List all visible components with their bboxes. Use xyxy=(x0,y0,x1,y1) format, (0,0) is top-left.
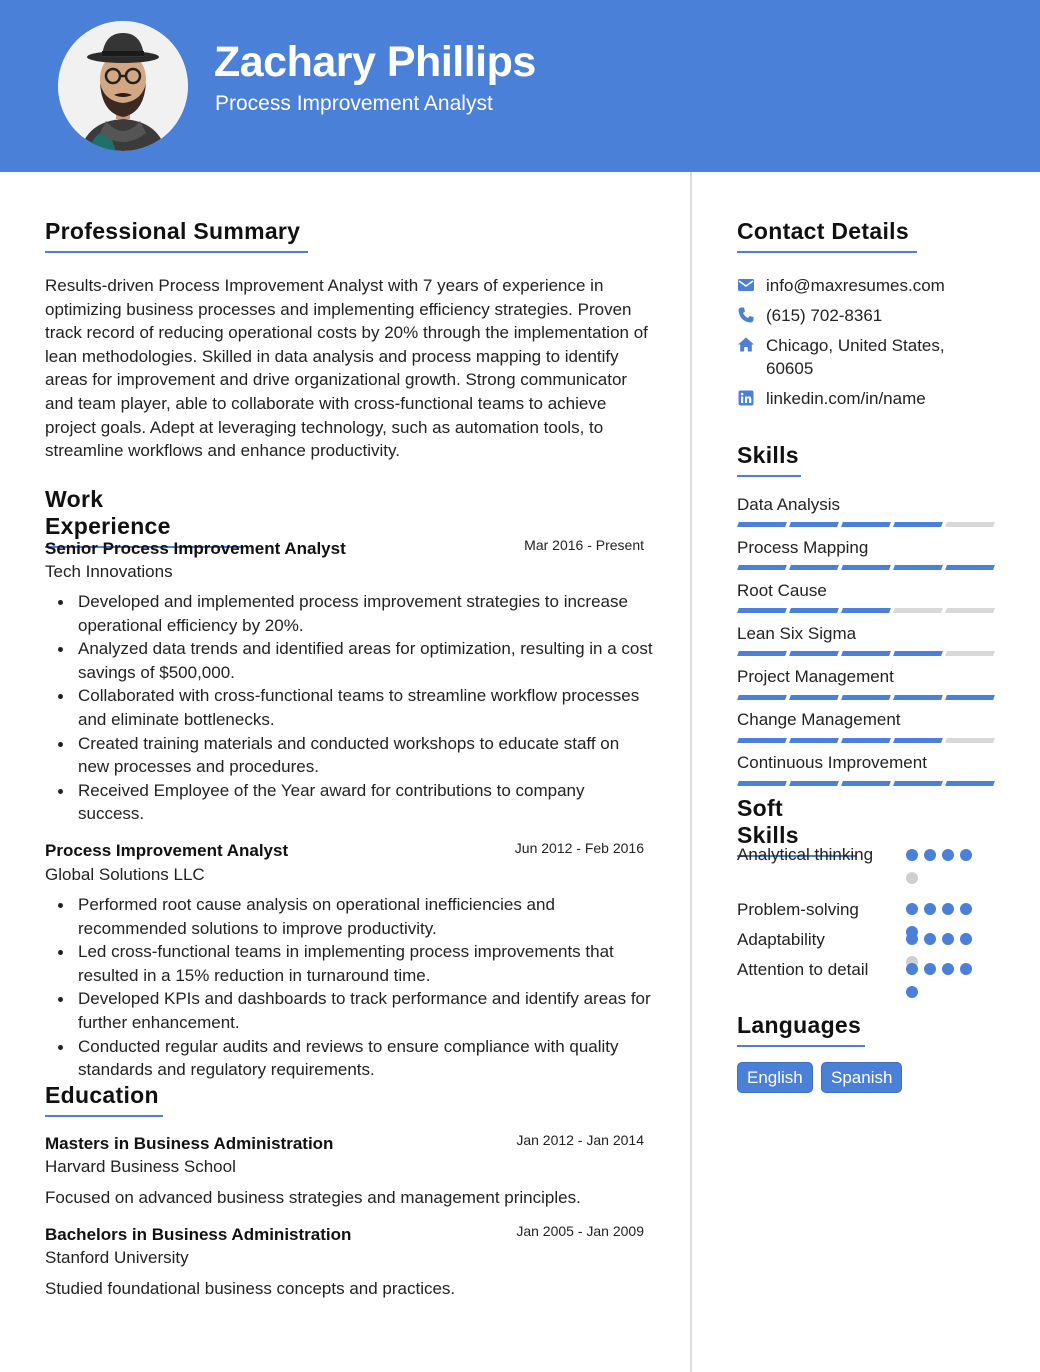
skill-rating-segment xyxy=(789,522,839,527)
rating-dot xyxy=(924,963,936,975)
skill-rating-segment xyxy=(841,781,891,786)
degree-title: Bachelors in Business Administration xyxy=(45,1225,352,1244)
rating-dot xyxy=(942,849,954,861)
list-item: Performed root cause analysis on operational inefficiencies and recommended solutions to improve productivity. xyxy=(45,893,655,940)
education-heading: Education xyxy=(45,1082,163,1117)
contact-email[interactable] xyxy=(737,274,977,298)
linkedin-icon xyxy=(737,389,755,407)
skill-name: Lean Six Sigma xyxy=(737,624,857,643)
skill-rating-segment xyxy=(893,695,943,700)
rating-dot xyxy=(906,963,918,975)
skill-rating-segment xyxy=(737,651,787,656)
rating-dot xyxy=(960,933,972,945)
degree-description: Focused on advanced business strategies and management principles. xyxy=(45,1188,581,1207)
rating-dot xyxy=(906,849,918,861)
job-date: Mar 2016 - Present xyxy=(524,537,644,553)
skill-rating-bar xyxy=(738,695,994,700)
skill-rating-segment xyxy=(893,651,943,656)
languages-heading: Languages xyxy=(737,1012,865,1047)
skills-heading: Skills xyxy=(737,442,801,477)
job-bullets xyxy=(45,590,655,826)
skill-rating-segment xyxy=(841,695,891,700)
skill-rating-segment xyxy=(945,565,995,570)
degree-date: Jan 2012 - Jan 2014 xyxy=(516,1132,644,1148)
skill-rating-segment xyxy=(893,522,943,527)
skill-rating-segment xyxy=(945,738,995,743)
rating-dot xyxy=(942,903,954,915)
skill-rating-bar xyxy=(738,608,994,613)
list-item: Led cross-functional teams in implementing process improvements that resulted in a 15% reduction in turnaround time. xyxy=(45,940,655,987)
language-badge-spanish: Spanish xyxy=(821,1062,902,1093)
list-item: Analyzed data trends and identified areas for optimization, resulting in a cost savings of $500,000. xyxy=(45,637,655,684)
soft-skill-rating xyxy=(906,963,986,1003)
envelope-icon xyxy=(737,276,755,294)
list-item: Conducted regular audits and reviews to ensure compliance with quality standards and regulatory requirements. xyxy=(45,1035,655,1082)
skill-rating-segment xyxy=(737,781,787,786)
skill-rating-bar xyxy=(738,522,994,527)
job-title: Senior Process Improvement Analyst xyxy=(45,539,346,558)
rating-dot xyxy=(906,903,918,915)
skill-name: Change Management xyxy=(737,710,901,729)
contact-email-text: info@maxresumes.com xyxy=(766,276,945,295)
skill-rating-segment xyxy=(945,651,995,656)
skill-name: Continuous Improvement xyxy=(737,753,927,772)
list-item: Collaborated with cross-functional teams to streamline workflow processes and eliminate bottlenecks. xyxy=(45,684,655,731)
list-item: Developed and implemented process improvement strategies to increase operational efficiency by 20%. xyxy=(45,590,655,637)
skill-rating-bar xyxy=(738,781,994,786)
skill-rating-segment xyxy=(945,608,995,613)
rating-dot xyxy=(924,903,936,915)
phone-icon xyxy=(737,306,755,324)
soft-skill-name: Adaptability xyxy=(737,930,825,949)
contact-heading: Contact Details xyxy=(737,218,917,253)
job-title: Process Improvement Analyst xyxy=(45,841,289,860)
contact-linkedin-text: linkedin.com/in/name xyxy=(766,389,926,408)
contact-phone-text: (615) 702-8361 xyxy=(766,306,883,325)
contact-linkedin[interactable] xyxy=(737,387,977,411)
list-item: Received Employee of the Year award for contributions to company success. xyxy=(45,779,655,826)
column-divider xyxy=(690,172,692,1372)
rating-dot xyxy=(924,933,936,945)
contact-location xyxy=(737,334,977,382)
list-item: Created training materials and conducted workshops to educate staff on new processes and procedures. xyxy=(45,732,655,779)
job-bullets xyxy=(45,893,655,1082)
soft-skill-name: Attention to detail xyxy=(737,960,869,979)
home-icon xyxy=(737,336,755,354)
degree-title: Masters in Business Administration xyxy=(45,1134,334,1153)
soft-skill-rating xyxy=(906,849,986,889)
rating-dot xyxy=(942,933,954,945)
skill-rating-segment xyxy=(893,738,943,743)
soft-skill-name: Problem-solving xyxy=(737,900,859,919)
candidate-name: Zachary Phillips xyxy=(214,38,536,86)
list-item: Developed KPIs and dashboards to track performance and identify areas for further enhancement. xyxy=(45,987,655,1034)
skill-name: Process Mapping xyxy=(737,538,869,557)
rating-dot xyxy=(942,963,954,975)
candidate-title: Process Improvement Analyst xyxy=(215,92,493,115)
skill-rating-segment xyxy=(945,522,995,527)
skill-rating-segment xyxy=(893,565,943,570)
skill-rating-segment xyxy=(841,738,891,743)
skill-rating-segment xyxy=(737,608,787,613)
school-name: Stanford University xyxy=(45,1248,189,1267)
rating-dot xyxy=(906,986,918,998)
skill-rating-segment xyxy=(893,781,943,786)
skill-name: Project Management xyxy=(737,667,894,686)
skill-rating-segment xyxy=(789,695,839,700)
summary-text: Results-driven Process Improvement Analyst with 7 years of experience in optimizing business processes and implementing efficiency strategies. Proven track record of reducing operational costs by 20% through the implementation of lean methodologies. Skilled in data analysis and process mapping to identify areas for improvement and drive organizational growth. Strong communicator and team player, able to collaborate with cross-functional teams to achieve project goals. Adept at leveraging technology, such as automation tools, to streamline workflows and enhance productivity. xyxy=(45,276,648,461)
skill-rating-bar xyxy=(738,565,994,570)
skill-rating-segment xyxy=(737,738,787,743)
skill-rating-segment xyxy=(789,565,839,570)
skill-rating-segment xyxy=(841,651,891,656)
skill-name: Data Analysis xyxy=(737,495,840,514)
skill-rating-segment xyxy=(737,695,787,700)
degree-date: Jan 2005 - Jan 2009 xyxy=(516,1223,644,1239)
skill-rating-segment xyxy=(893,608,943,613)
skill-rating-segment xyxy=(841,565,891,570)
skill-rating-segment xyxy=(945,695,995,700)
skill-rating-segment xyxy=(789,738,839,743)
summary-heading: Professional Summary xyxy=(45,218,308,253)
rating-dot xyxy=(960,903,972,915)
soft-skills-heading: Soft Skills xyxy=(737,795,857,857)
resume-header xyxy=(0,0,1040,172)
contact-location-text: Chicago, United States, 60605 xyxy=(766,336,945,378)
experience-heading: Work Experience xyxy=(45,486,241,548)
degree-description: Studied foundational business concepts and practices. xyxy=(45,1279,456,1298)
skill-rating-segment xyxy=(841,608,891,613)
school-name: Harvard Business School xyxy=(45,1157,236,1176)
job-date: Jun 2012 - Feb 2016 xyxy=(514,840,644,856)
job-company: Global Solutions LLC xyxy=(45,865,205,884)
person-photo-icon xyxy=(58,21,188,151)
rating-dot xyxy=(960,849,972,861)
skill-rating-segment xyxy=(737,565,787,570)
rating-dot xyxy=(924,849,936,861)
rating-dot xyxy=(906,872,918,884)
rating-dot xyxy=(906,933,918,945)
skill-rating-segment xyxy=(789,781,839,786)
language-badge-english: English xyxy=(737,1062,813,1093)
skill-rating-segment xyxy=(737,522,787,527)
skill-rating-segment xyxy=(789,608,839,613)
skill-rating-bar xyxy=(738,738,994,743)
skill-rating-bar xyxy=(738,651,994,656)
soft-skill-name: Analytical thinking xyxy=(737,845,874,864)
contact-phone[interactable] xyxy=(737,304,977,328)
skill-rating-segment xyxy=(841,522,891,527)
skill-name: Root Cause xyxy=(737,581,827,600)
skill-rating-segment xyxy=(789,651,839,656)
skill-rating-segment xyxy=(945,781,995,786)
rating-dot xyxy=(960,963,972,975)
job-company: Tech Innovations xyxy=(45,562,173,581)
